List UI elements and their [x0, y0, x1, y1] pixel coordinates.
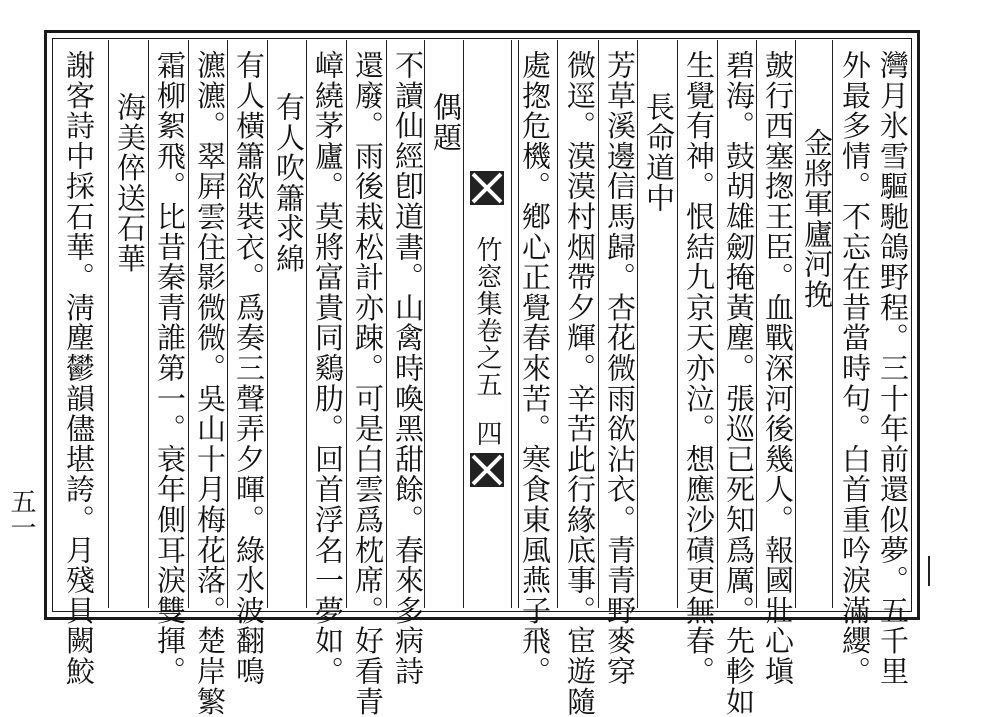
fold-column [463, 40, 511, 608]
column-rule [108, 40, 109, 608]
book-title: 竹窓集卷之五 [472, 236, 502, 398]
column-rule [557, 40, 558, 608]
column-rule [795, 40, 796, 608]
poem-title: 有人吹簫求綿 [272, 92, 306, 274]
poem-title: 長命道中 [642, 92, 676, 214]
poem-title: 金將軍廬河挽 [800, 128, 834, 310]
text-column: 芳草溪邊信馬歸。杏花微雨欲沾衣。青青野麥穿 [603, 50, 637, 687]
column-rule [637, 40, 638, 608]
column-rule [346, 40, 347, 608]
column-rule [188, 40, 189, 608]
text-column: 碧海。鼓胡雄劒掩黃塵。張巡已死知爲厲。先軫如 [722, 50, 756, 717]
text-column: 瀌瀌。翠屛雲住影微微。吳山十月梅花落。楚岸繁 [193, 50, 227, 717]
center-rule [511, 40, 512, 608]
text-column: 霜柳絮飛。比昔秦青誰第一。衰年側耳淚雙揮。 [153, 50, 187, 687]
text-column: 生覺有神。恨結九京天亦泣。想應沙磧更無春。 [682, 50, 716, 687]
column-rule [227, 40, 228, 608]
column-rule [306, 40, 307, 608]
text-column: 還廢。雨後栽松計亦踈。可是白雲爲枕席。好看青 [351, 50, 385, 717]
fishtail-ornament-icon [469, 170, 505, 206]
text-column: 灣月氷雪驅馳鴿野程。三十年前還似夢。五千里 [876, 50, 910, 687]
folio-number: 四 [472, 420, 502, 446]
margin-mark [928, 556, 940, 586]
text-column: 嶂繞茅廬。莫將富貴同鷄肋。回首浮名一夢如。 [311, 50, 345, 687]
text-column: 謝客詩中採石華。淸塵鬰韻儘堪誇。月殘貝闕鮫 [62, 50, 96, 687]
poem-title: 海美倅送石華 [113, 92, 147, 274]
text-column: 皷行西塞揔王臣。血戰深河後幾人。報國壯心塡 [761, 50, 795, 687]
fishtail-ornament-icon [469, 452, 505, 488]
column-rule [677, 40, 678, 608]
text-column: 有人橫簫欲裝衣。爲奏三聲弄夕暉。綠水波翻鳴 [232, 50, 266, 687]
text-column: 微逕。漠漠村烟帶夕輝。辛苦此行緣底事。宦遊隨 [563, 50, 597, 717]
text-column: 不讀仙經卽道書。山禽時喚黑甜餘。春來多病詩 [391, 50, 425, 687]
poem-title: 偶題 [429, 92, 463, 153]
column-rule [832, 40, 833, 608]
text-column: 處揔危機。鄕心正覺春來苦。寒食東風燕子飛。 [518, 50, 552, 687]
column-rule [148, 40, 149, 608]
column-rule [717, 40, 718, 608]
margin-page-number: 五一 [6, 488, 36, 540]
column-rule [267, 40, 268, 608]
column-rule [598, 40, 599, 608]
column-rule [386, 40, 387, 608]
column-rule [756, 40, 757, 608]
text-column: 外最多情。不忘在昔當時句。白首重吟淚滿纓。 [838, 50, 872, 687]
